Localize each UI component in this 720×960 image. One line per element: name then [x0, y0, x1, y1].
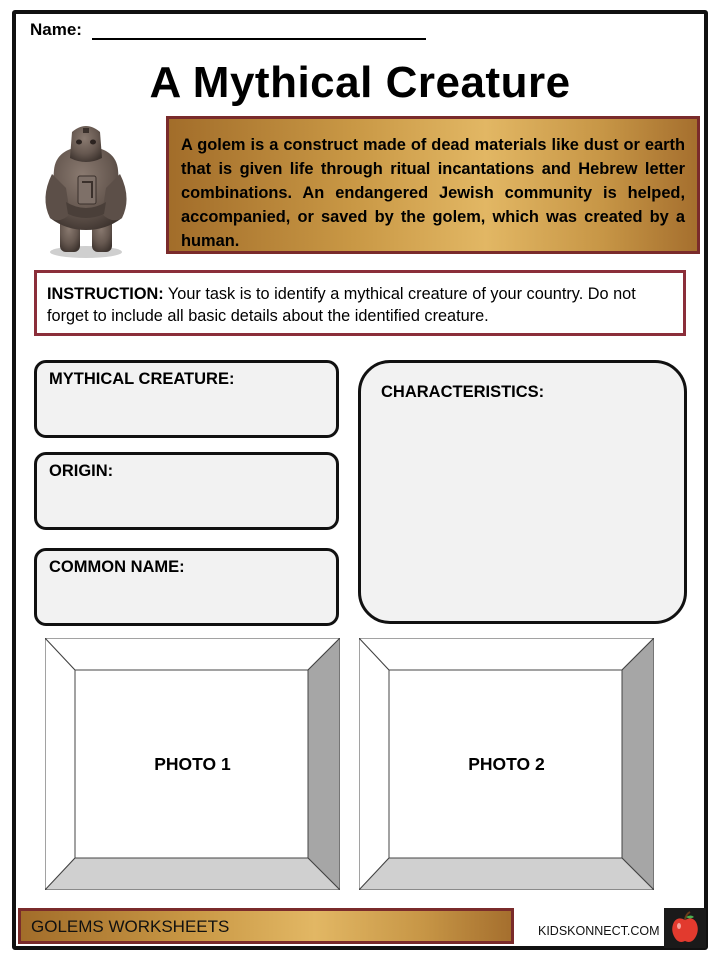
footer-title-bar	[18, 908, 514, 944]
characteristics-field[interactable]	[358, 360, 687, 624]
instruction-box	[34, 270, 686, 336]
name-input-line[interactable]	[92, 38, 426, 40]
apple-icon	[664, 908, 706, 948]
brand-text: KIDSKONNECT.COM	[538, 924, 660, 938]
photo-1-label: PHOTO 1	[154, 753, 231, 774]
golem-description: A golem is a construct made of dead materials like dust or earth that is given life through ritual incantations and Hebrew letter combinations. An endangered Jewish community is helped, accompanied, or saved by the golem, which was created by a human.	[166, 116, 700, 254]
instruction-text: Your task is to identify a mythical creature of your country. Do not forget to include all basic details about the identified creature.	[47, 285, 636, 325]
instruction-label: INSTRUCTION:	[47, 285, 164, 303]
origin-field[interactable]	[34, 452, 339, 530]
photo-2-label: PHOTO 2	[468, 753, 545, 774]
common-name-label: COMMON NAME:	[49, 558, 185, 576]
page-title: A Mythical Creature	[149, 58, 571, 107]
characteristics-label: CHARACTERISTICS:	[381, 383, 545, 401]
photo-2-frame[interactable]	[359, 638, 654, 890]
worksheet-title: GOLEMS WORKSHEETS	[31, 917, 230, 936]
origin-label: ORIGIN:	[49, 462, 114, 480]
name-label: Name:	[30, 20, 82, 39]
common-name-field[interactable]	[34, 548, 339, 626]
photo-1-frame[interactable]	[45, 638, 340, 890]
mythical-creature-field[interactable]	[34, 360, 339, 438]
golem-figure-icon	[36, 118, 136, 260]
mythical-creature-label: MYTHICAL CREATURE:	[49, 370, 235, 388]
